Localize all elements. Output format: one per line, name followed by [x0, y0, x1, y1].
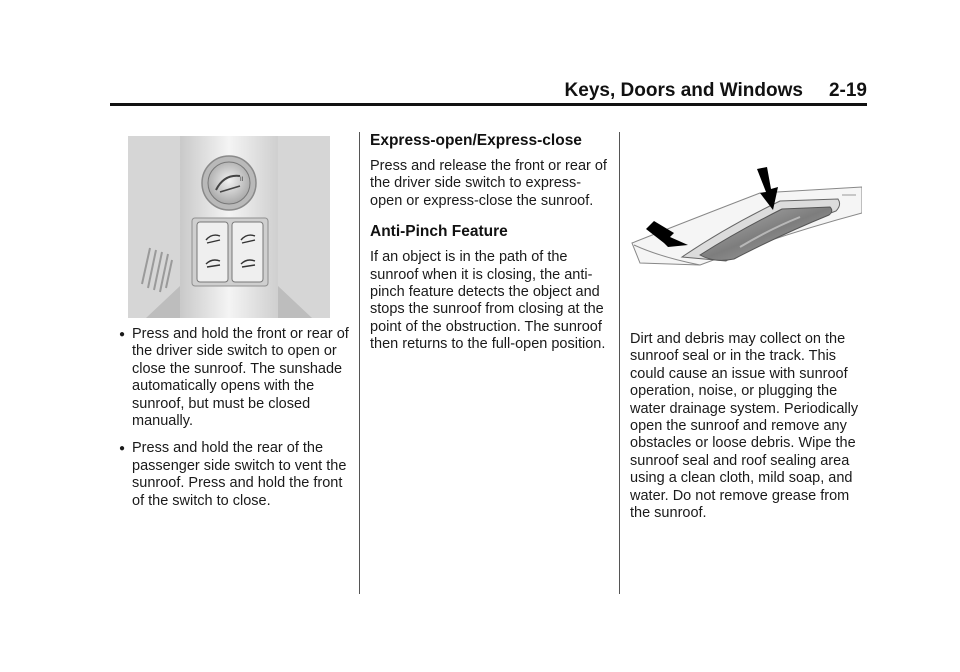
list-item-text: Press and hold the front or rear of the driver side switch to open or close the sunroof. The sunshade automatically opens with the sunroof, but must be closed manually. — [132, 326, 349, 430]
maintenance-text: Dirt and debris may collect on the sunroof seal or in the track. This could cause an issue with sunroof operation, noise, or plugging the water drainage system. Periodically open the sunroof and remove any obstacles or loose debris. Wipe the sunroof seal and roof sealing area using a clean cloth, mild soap, and water. Do not remove grease from the sunroof. — [630, 331, 859, 522]
page-header — [110, 80, 867, 104]
column-2 — [370, 132, 610, 354]
column-divider-1 — [359, 132, 360, 594]
svg-text:II: II — [240, 177, 244, 183]
page-number: 2-19 — [828, 80, 867, 101]
bullet-icon: ● — [119, 329, 126, 340]
bullet-icon: ● — [119, 443, 126, 455]
section-title: Keys, Doors and Windows — [564, 80, 803, 101]
column-divider-2 — [619, 132, 620, 594]
header-rule — [110, 103, 867, 106]
list-item — [110, 440, 350, 510]
sunroof-switch-illustration — [128, 136, 330, 318]
sunroof-roof-illustration — [630, 165, 862, 290]
anti-pinch-heading: Anti-Pinch Feature — [370, 223, 508, 241]
express-text: Press and release the front or rear of the driver side switch to express-open or express-close the sunroof. — [370, 158, 607, 209]
instruction-list — [110, 326, 350, 520]
anti-pinch-text: If an object is in the path of the sunroof when it is closing, the anti-pinch feature detects the object and stops the sunroof from closing at the point of the obstruction. The sunroof then returns to the full-open position. — [370, 249, 606, 353]
list-item-text: Press and hold the rear of the passenger side switch to vent the sunroof. Press and hold the front of the switch to close. — [132, 440, 347, 509]
list-item — [110, 326, 350, 430]
express-heading: Express-open/Express-close — [370, 132, 582, 149]
